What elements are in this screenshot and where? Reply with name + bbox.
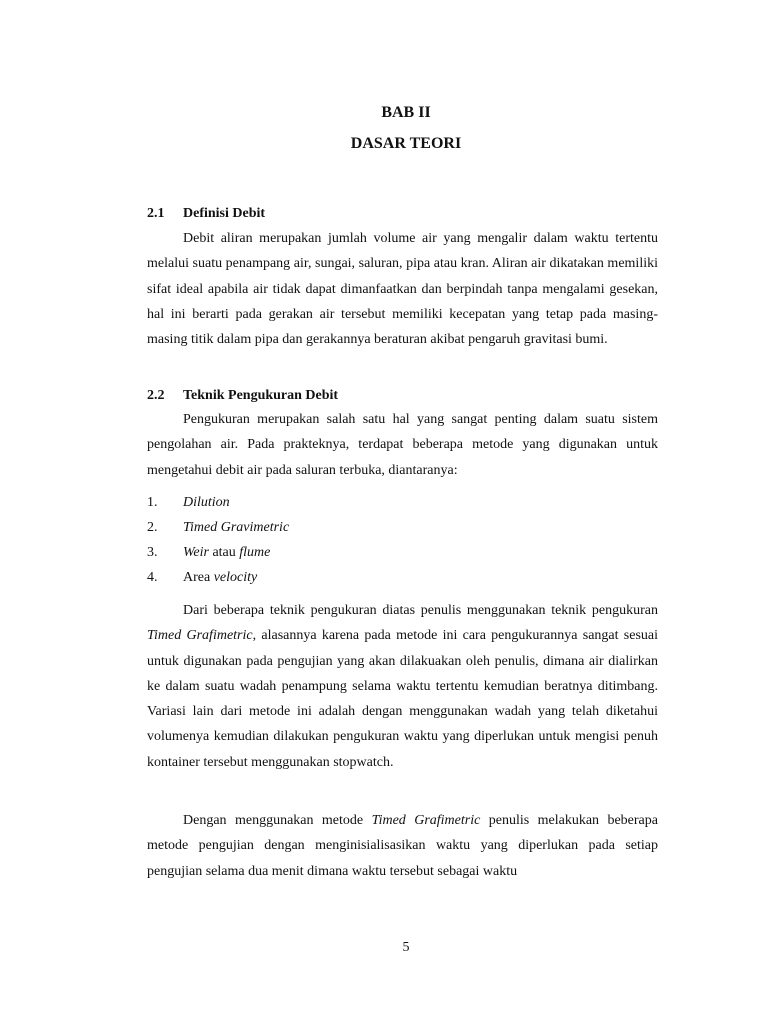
section-number: 2.2	[147, 388, 165, 403]
section-heading-2-2	[147, 388, 338, 404]
section-title: Teknik Pengukuran Debit	[183, 388, 339, 403]
list-number: 4.	[147, 570, 158, 585]
paragraph-definisi-debit: Debit aliran merupakan jumlah volume air yang mengalir dalam waktu tertentu melalui suatu penampang air, sungai, saluran, pipa atau kran. Aliran air dikatakan memiliki sifat ideal apabila air tidak dapat dimanfaatkan dan berpindah tanpa mengalami gesekan, hal ini berarti pada gerakan air tersebut memiliki kecepatan yang tetap pada masing-masing titik dalam pipa dan gerakannya beraturan akibat pengaruh gravitasi bumi.	[147, 231, 658, 348]
list-number: 2.	[147, 520, 158, 535]
chapter-number: BAB II	[381, 104, 431, 121]
method-name: Timed Grafimetric	[371, 813, 481, 828]
method-name: Timed Grafimetric	[147, 628, 253, 644]
section-heading-2-1	[147, 206, 265, 222]
section-number: 2.1	[147, 206, 165, 221]
list-number: 3.	[147, 545, 158, 560]
chapter-title: DASAR TEORI	[350, 135, 462, 152]
list-item: 3. Weir atau flume	[147, 545, 271, 560]
list-item	[147, 495, 230, 511]
method-name: Dilution	[183, 495, 230, 510]
list-item	[147, 520, 289, 536]
section-title: Definisi Debit	[183, 206, 266, 221]
method-name: velocity	[213, 570, 258, 585]
page-number: 5	[402, 940, 410, 955]
list-item: 4. Area velocity	[147, 570, 258, 585]
paragraph-pengujian: Dengan menggunakan metode Timed Grafimetric penulis melakukan beberapa metode pengujian dengan menginisialisasikan waktu yang diperlukan pada setiap pengujian selama dua menit dimana waktu tersebut sebagai waktu	[147, 813, 658, 879]
paragraph-metode-terpilih: Dari beberapa teknik pengukuran diatas penulis menggunakan teknik pengukuran Timed Grafimetric, alasannya karena pada metode ini cara pengukurannya sangat sesuai untuk digunakan pada pengujian yang akan dilakuakan oleh penulis, dimana air dialirkan ke dalam suatu wadah penampung selama waktu tertentu kemudian beratnya ditimbang. Variasi lain dari metode ini adalah dengan menggunakan wadah yang telah diketahui volumenya kemudian dilakukan pengukuran waktu yang diperlukan untuk mengisi penuh kontainer tersebut menggunakan stopwatch.	[147, 603, 658, 770]
method-name-alt: flume	[239, 545, 271, 560]
list-number: 1.	[147, 495, 158, 510]
method-name: Timed Gravimetric	[183, 520, 290, 535]
method-name: Weir	[183, 545, 209, 560]
paragraph-teknik-pengukuran: Pengukuran merupakan salah satu hal yang sangat penting dalam suatu sistem pengolahan air. Pada prakteknya, terdapat beberapa metode yang digunakan untuk mengetahui debit air pada saluran terbuka, diantaranya:	[147, 412, 658, 478]
